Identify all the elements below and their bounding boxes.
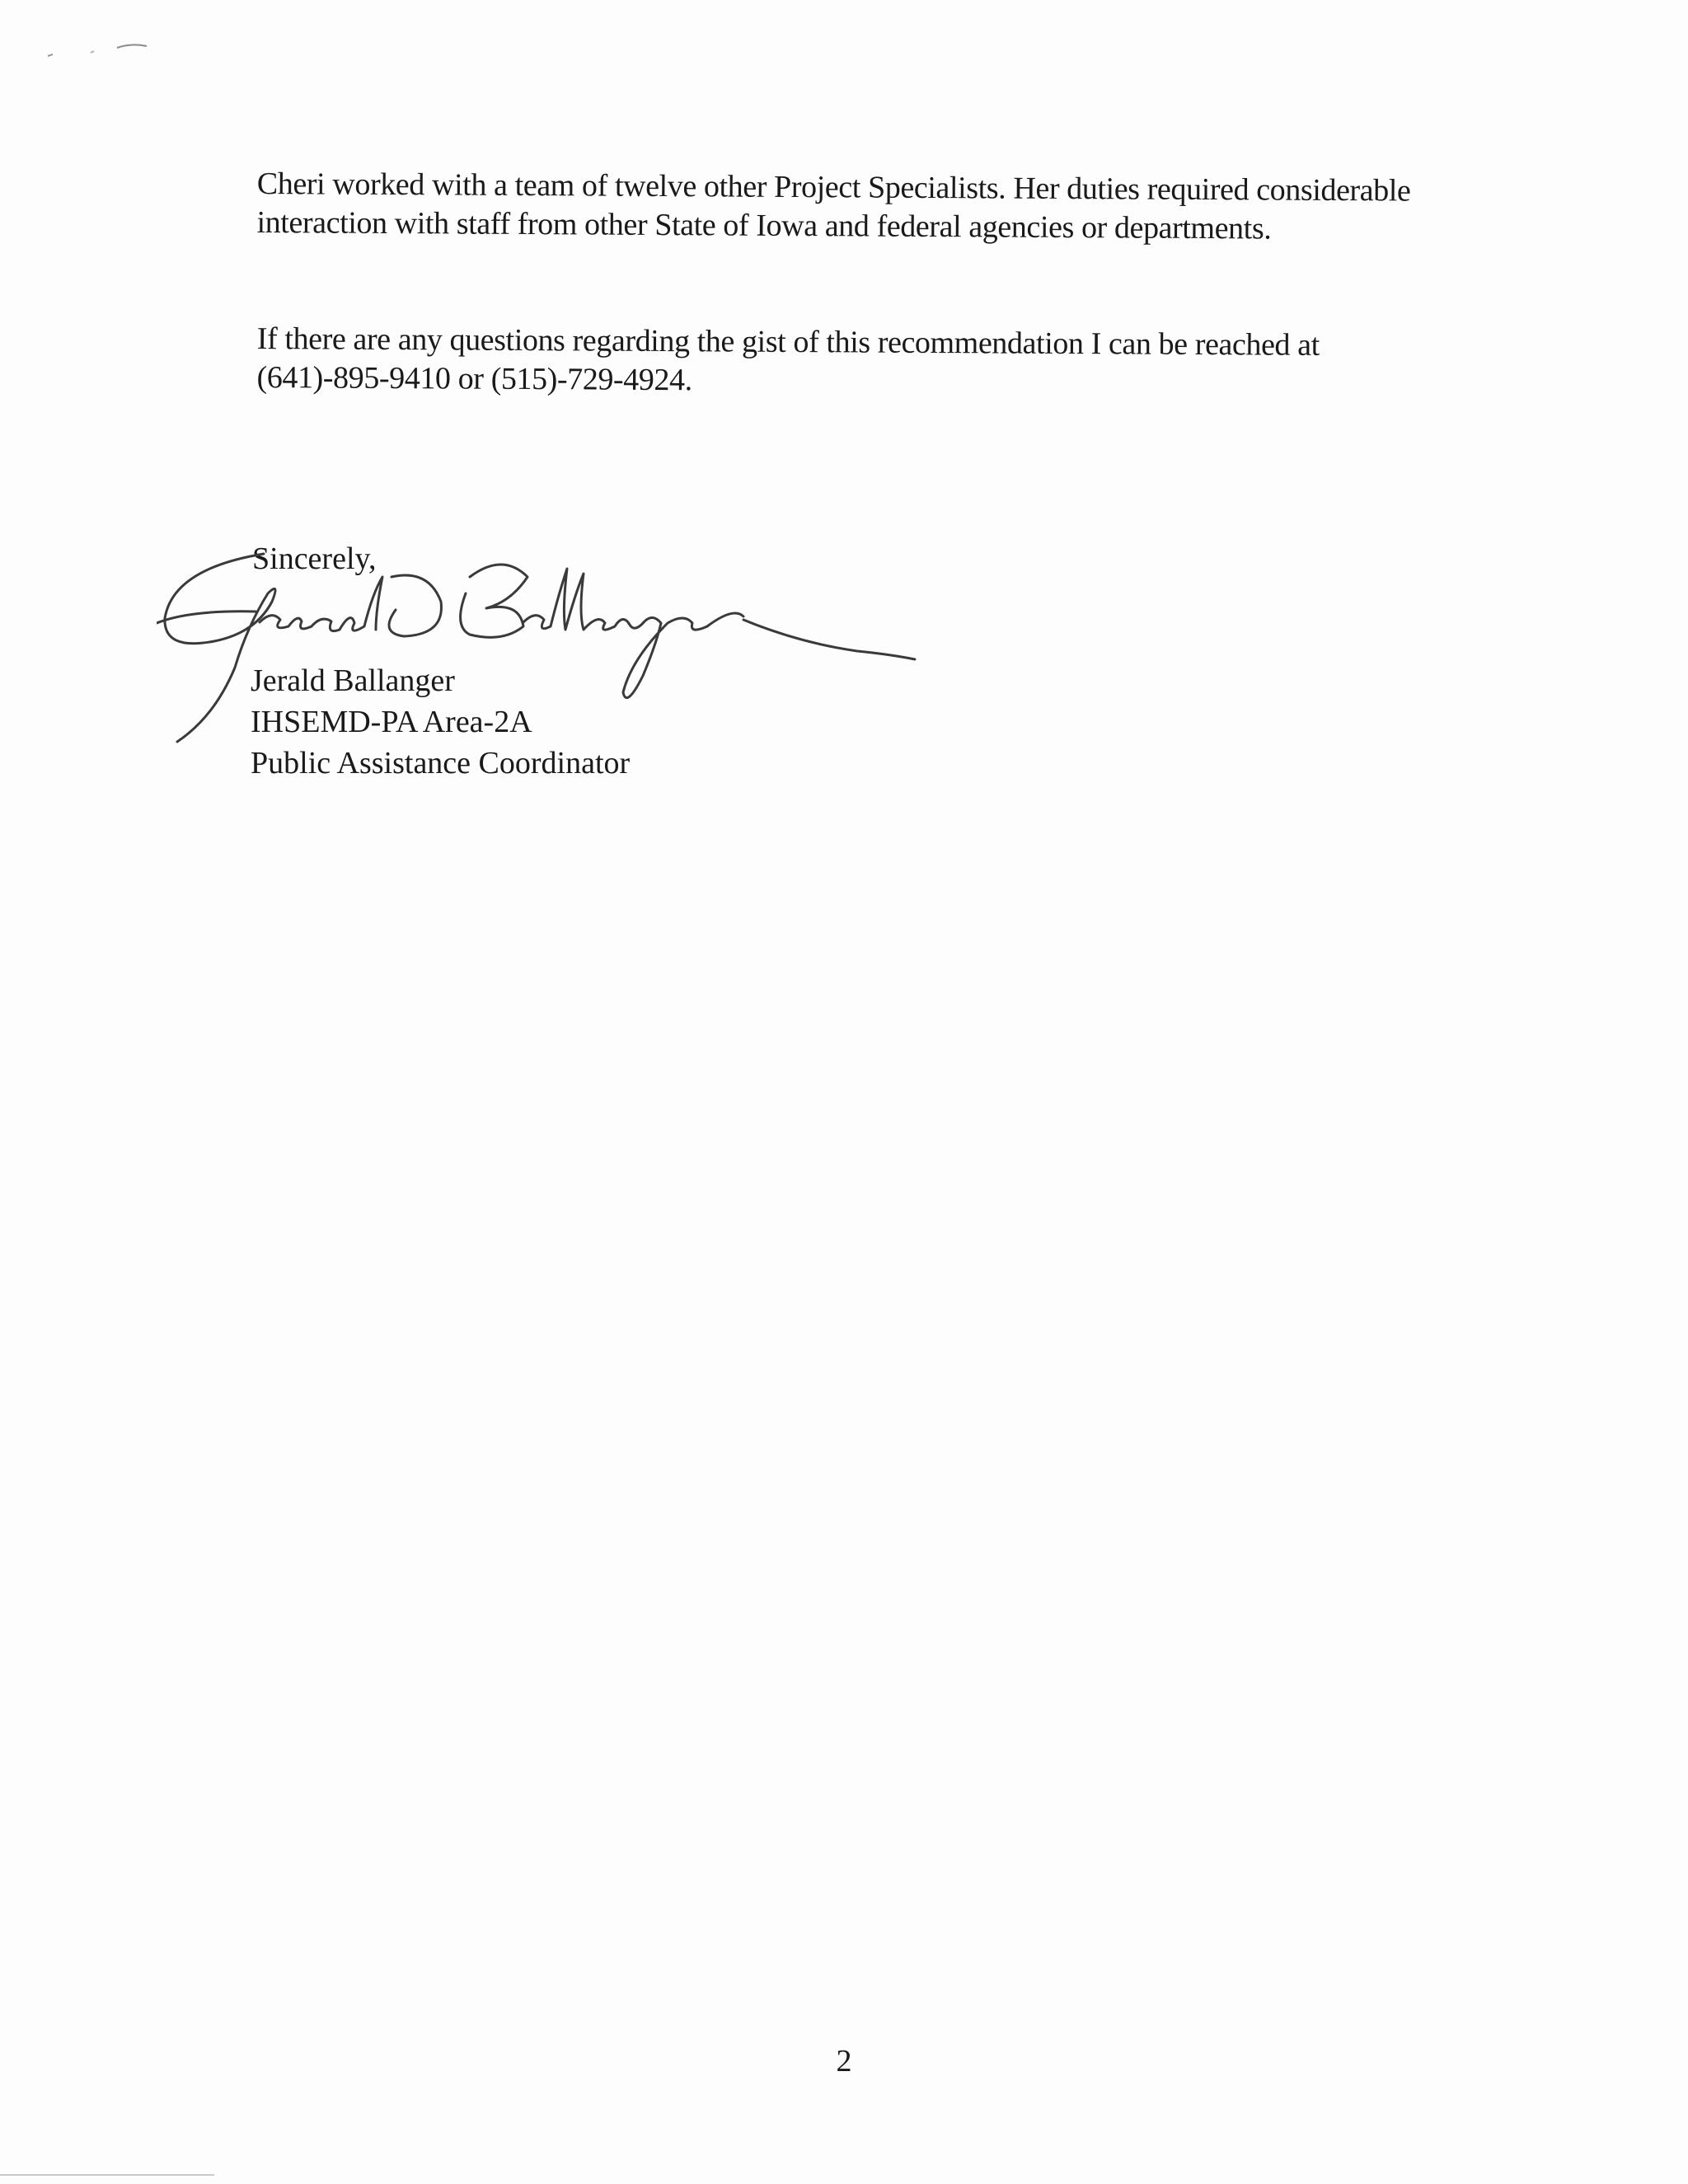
signer-title: Public Assistance Coordinator [251, 746, 631, 780]
signer-name: Jerald Ballanger [251, 663, 455, 698]
scan-artifact-mark [41, 33, 157, 66]
signer-organization: IHSEMD-PA Area-2A [251, 705, 532, 739]
body-paragraph-2: If there are any questions regarding the gist of this recommendation I can be reached at (641)-895-9410 or (515)-729-4924. [256, 321, 1320, 398]
page-number: 2 [836, 2044, 852, 2079]
closing-salutation: Sincerely, [252, 541, 377, 576]
body-paragraph-1: Cheri worked with a team of twelve other Project Specialists. Her duties required considerable interaction with staff from other State of Iowa and federal agencies or departments. [256, 166, 1411, 246]
scan-edge-line [0, 2174, 214, 2176]
